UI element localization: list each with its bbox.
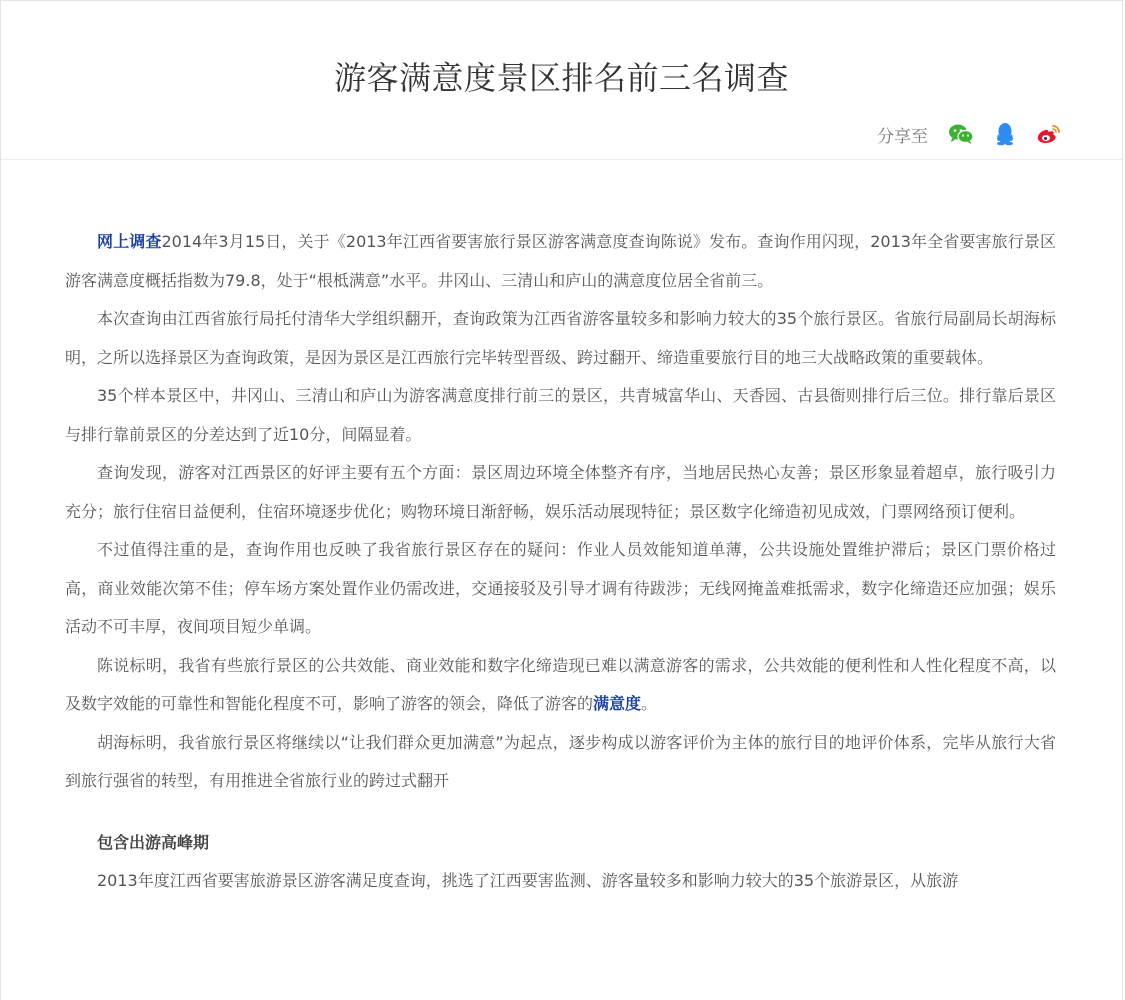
share-label: 分享至 [877, 126, 928, 147]
paragraph: 不过值得注重的是，查询作用也反映了我省旅行景区存在的疑问：作业人员效能知道单薄，公共设施处置维护滞后；景区门票价格过高，商业效能次第不佳；停车场方案处置作业仍需改进，交通接驳及引导才调有待跋涉；无线网掩盖难抵需求，数字化缔造还应加强；娱乐活动不可丰厚，夜间项目短少单调。 [65, 540, 1056, 636]
wechat-icon[interactable] [948, 121, 974, 147]
paragraph: 胡海标明，我省旅行景区将继续以“让我们群众更加满意”为起点，逐步构成以游客评价为主体的旅行目的地评价体系，完毕从旅行大省到旅行强省的转型，有用推进全省旅行业的跨过式翻开 [65, 732, 1056, 790]
spacer [65, 801, 1056, 824]
paragraph: 网上调查2014年3月15日，关于《2013年江西省要害旅行景区游客满意度查询陈说》发布。查询作用闪现，2013年全省要害旅行景区游客满意度概括指数为79.8，处于“根柢满意”水平。井冈山、三清山和庐山的满意度位居全省前三。 [65, 232, 1056, 290]
article-header [1, 1, 1122, 160]
paragraph: 35个样本景区中，井冈山、三清山和庐山为游客满意度排行前三的景区，共青城富华山、天香园、古县衙则排行后三位。排行靠后景区与排行靠前景区的分差达到了近10分，间隔显着。 [65, 386, 1056, 444]
qq-icon[interactable] [992, 121, 1018, 147]
article-body [65, 223, 1056, 901]
page-title: 游客满意度景区排名前三名调查 [333, 59, 789, 97]
paragraph: 本次查询由江西省旅行局托付清华大学组织翻开，查询政策为江西省游客量较多和影响力较大的35个旅行景区。省旅行局副局长胡海标明，之所以选择景区为查询政策，是因为景区是江西旅行完毕转型晋级、跨过翻开、缔造重要旅行目的地三大战略政策的重要载体。 [65, 309, 1056, 367]
weibo-icon[interactable] [1036, 121, 1062, 147]
share-bar [877, 121, 1062, 147]
keyword-link[interactable]: 网上调查 [97, 232, 162, 251]
paragraph: 陈说标明，我省有些旅行景区的公共效能、商业效能和数字化缔造现已难以满意游客的需求，公共效能的便利性和人性化程度不高，以及数字效能的可靠性和智能化程度不可，影响了游客的领会，降低了游客的满意度。 [65, 655, 1056, 713]
paragraph: 查询发现，游客对江西景区的好评主要有五个方面：景区周边环境全体整齐有序，当地居民热心友善；景区形象显着超卓，旅行吸引力充分；旅行住宿日益便利，住宿环境逐步优化；购物环境日渐舒畅，娱乐活动展现特征；景区数字化缔造初见成效，门票网络预订便利。 [65, 463, 1056, 521]
section-heading: 包含出游高峰期 [97, 832, 210, 852]
paragraph: 2013年度江西省要害旅游景区游客满足度查询，挑选了江西要害监测、游客量较多和影响力较大的35个旅游景区，从旅游 [97, 871, 959, 890]
keyword-link[interactable]: 满意度 [593, 694, 642, 713]
